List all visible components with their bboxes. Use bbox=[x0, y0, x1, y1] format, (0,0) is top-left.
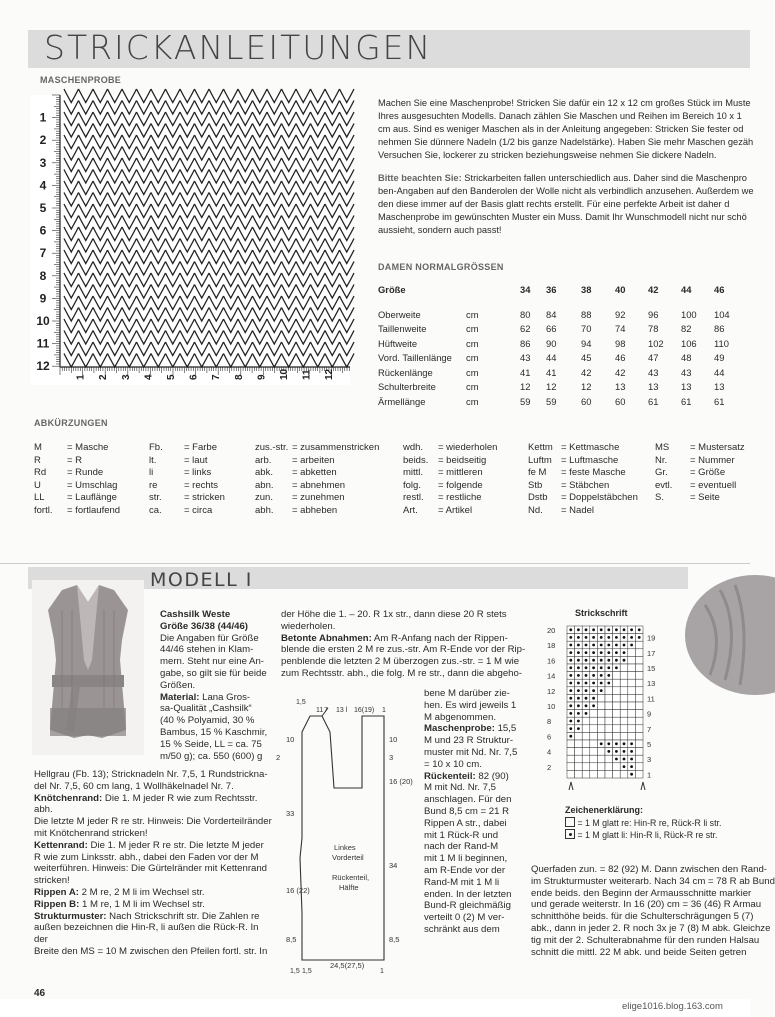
intro-line: nehmen Sie dünnere Nadeln (1/2 bis ganze Nadelstärke). Haben Sie mehr Maschen gezäh bbox=[378, 137, 754, 147]
abbreviations-heading: ABKÜRZUNGEN bbox=[34, 418, 108, 428]
instruction-line: und gerade weiterstr. In 16 (20) cm = 36 (46) R Armau bbox=[531, 899, 762, 911]
schematic-dimension: 11 bbox=[316, 707, 324, 714]
chart-row-number: 1 bbox=[647, 770, 652, 780]
rueckenteil-line: M mit Nd. Nr. 7,5 bbox=[424, 782, 496, 794]
strukturmuster-line: außen bezeichnen die Hin-R, li außen die Rück-R. In der bbox=[34, 922, 259, 946]
instruction-line: der Höhe die 1. – 20. R 1x str., dann diese 20 R stets bbox=[281, 609, 507, 620]
chart-row-number: 18 bbox=[547, 641, 556, 651]
instruction-line: abk., dann in jeder 2. R noch 3x je 7 (8) M abk. Gleichze bbox=[531, 922, 771, 934]
strukturmuster-label: Strukturmuster: bbox=[34, 910, 107, 922]
ruler-left-number: 7 bbox=[39, 246, 47, 261]
ketten-rand-label: Kettenrand: bbox=[34, 839, 88, 851]
ruler-bottom-number: 3 bbox=[120, 374, 132, 380]
chart-row-number: 9 bbox=[647, 709, 652, 719]
betonte-abnahmen-line: blende die ersten 2 M re zus.-str. Am R-Ende vor der Rip- bbox=[281, 644, 526, 656]
model-title: MODELL I bbox=[150, 569, 253, 591]
chart-row-number: 17 bbox=[647, 648, 656, 658]
chart-row-number: 7 bbox=[647, 724, 652, 734]
knoetchen-rand-label: Knötchenrand: bbox=[34, 792, 103, 804]
rueckenteil-line: am R-Ende vor der bbox=[424, 864, 506, 876]
intro-line: aussieht, sondern auch passt! bbox=[378, 225, 502, 235]
chart-row-number: 14 bbox=[547, 671, 556, 681]
model-text-line: mern. Steht nur eine An- bbox=[160, 656, 264, 668]
ruler-left-number: 1 bbox=[39, 110, 47, 125]
chart-row-number: 15 bbox=[647, 664, 656, 673]
ruler-left-number: 11 bbox=[36, 336, 50, 351]
ruler-bottom-number: 11 bbox=[301, 369, 313, 380]
ruler-bottom-number: 5 bbox=[166, 374, 177, 380]
ruler-bottom-number: 1 bbox=[75, 374, 87, 380]
chart-row-number: 13 bbox=[647, 679, 656, 689]
schematic-dimension: 1 bbox=[380, 968, 384, 975]
ruler-bottom-number: 12 bbox=[324, 368, 336, 380]
instruction-line: schnitt die mittl. 22 M abk. und beide Seiten getren bbox=[531, 946, 747, 958]
schematic-dimension: 10 bbox=[286, 735, 295, 744]
ruler-left-number: 4 bbox=[39, 178, 47, 193]
ketten-rand: Kettenrand: Die 1. M jeder R re str. Die letzte M jeder bbox=[34, 839, 264, 851]
chart-row-number: 12 bbox=[547, 686, 556, 696]
schematic-dimension: 2 bbox=[276, 753, 281, 762]
rueckenteil-line: anschlagen. Für den bbox=[424, 794, 512, 806]
intro-line: ben-Angaben auf den Banderolen der Wolle nicht als verbindlich anzusehen. Außerdem we bbox=[378, 186, 754, 196]
rueckenteil: Rückenteil: 82 (90) bbox=[424, 770, 509, 782]
maschenprobe-line: = 10 x 10 cm. bbox=[424, 758, 482, 770]
schematic-label: Linkes bbox=[334, 843, 356, 852]
chart-row-number: 8 bbox=[547, 717, 552, 727]
size-column: 34 bbox=[520, 284, 531, 295]
watermark-url: elige1016.blog.163.com bbox=[622, 1001, 723, 1012]
schematic-label: Vorderteil bbox=[332, 853, 364, 862]
betonte-line: bene M darüber zie- bbox=[424, 688, 510, 699]
schematic-dimension: 7 bbox=[324, 707, 328, 714]
instruction-line: tig mit der 2. Schulterabnahme für den runden Halsau bbox=[531, 934, 760, 946]
sizes-table bbox=[378, 262, 730, 410]
schematic-dimension: 16 (22) bbox=[286, 886, 310, 895]
note-label: Bitte beachten Sie: bbox=[378, 173, 462, 183]
sizes-row: Rückenlänge cm 41 41 42 42 43 43 44 bbox=[378, 366, 725, 378]
chart-row-number: 2 bbox=[547, 762, 552, 772]
schematic-dimension: 13 l bbox=[336, 707, 348, 714]
schematic-dimension: 1,5 bbox=[296, 699, 306, 706]
chart-row-number: 10 bbox=[547, 702, 556, 711]
size-column: 46 bbox=[714, 284, 725, 295]
page-title: STRICKANLEITUNGEN bbox=[44, 28, 433, 67]
instruction-line: schnitthöhe beids. für die Schulterschrägungen 5 (7) bbox=[531, 911, 754, 923]
ruler-bottom-number: 10 bbox=[279, 368, 290, 380]
instructions-col2-top bbox=[281, 609, 526, 680]
rueckenteil-line: Rand-M mit 1 M li bbox=[424, 876, 500, 888]
knoetchen-rand-line: mit Knötchenrand stricken! bbox=[34, 827, 148, 839]
purl-symbol-icon bbox=[565, 829, 575, 839]
ruler-bottom-number: 2 bbox=[98, 374, 110, 380]
strukturmuster-line: Breite den MS = 10 M zwischen den Pfeilen fortl. str. In bbox=[34, 945, 268, 957]
intro-text bbox=[378, 97, 754, 247]
intro-line: den diese immer auf der Basis glatt rechts erstellt. Für eine perfekte Arbeit ist daher d bbox=[378, 199, 730, 209]
rueckenteil-line: enden. In der letzten bbox=[424, 888, 512, 900]
material-line: del Nr. 7,5, 60 cm lang, 1 Wollhäkelnadel Nr. 7. bbox=[34, 780, 234, 792]
material-line: sa-Qualität „Cashsilk“ bbox=[160, 703, 252, 715]
knit-symbol-icon bbox=[565, 817, 575, 827]
intro-paragraph-1 bbox=[378, 97, 754, 162]
material-line: Hellgrau (Fb. 13); Stricknadeln Nr. 7,5, 1 Rundstrickna- bbox=[34, 769, 268, 780]
rueckenteil-line: mit 1 Rück-R und bbox=[424, 829, 499, 841]
ruler-bottom-number: 8 bbox=[233, 374, 245, 380]
intro-line: Machen Sie eine Maschenprobe! Stricken Sie dafür ein 12 x 12 cm großes Stück im Muste bbox=[378, 98, 751, 108]
vest-schematic bbox=[272, 698, 422, 978]
ruler-bottom-number: 6 bbox=[188, 374, 200, 380]
sizes-header-row: Größe 34 36 38 40 42 44 46 bbox=[378, 284, 725, 295]
sizes-row: Taillenweite cm 62 66 70 74 78 82 86 bbox=[378, 323, 725, 334]
schematic-dimension: 8,5 bbox=[286, 935, 297, 944]
ketten-rand-line: R wie zum Linksstr. abh., dabei den Faden vor der M bbox=[34, 851, 259, 863]
ruler-left-number: 5 bbox=[39, 201, 47, 215]
schematic-dimension: 16 (20) bbox=[389, 777, 413, 786]
ruler-left-number: 12 bbox=[36, 359, 50, 374]
schematic-dimension: 1 bbox=[382, 707, 386, 714]
rueckenteil-line: mit 1 M li beginnen, bbox=[424, 853, 508, 865]
betonte-abnahmen-line: zum Rechtsstr. abh., die folg. M re str., dann die abgeho- bbox=[281, 667, 523, 679]
schematic-label: Hälfte bbox=[339, 883, 359, 892]
betonte-abnahmen-label: Betonte Abnahmen: bbox=[281, 632, 372, 644]
model-text-line: 44/46 stehen in Klam- bbox=[160, 644, 254, 656]
rueckenteil-line: Bund 8,5 cm = 21 R bbox=[424, 805, 510, 817]
rueckenteil-line: Rippen A str., dabei bbox=[424, 817, 507, 829]
rueckenteil-line: schränkt aus dem bbox=[424, 923, 500, 935]
ruler-left-number: 6 bbox=[39, 223, 47, 238]
instructions-col1 bbox=[34, 769, 274, 958]
instruction-line: ende beids. den Beginn der Armausschnitte markier bbox=[531, 887, 752, 899]
schematic-dimension: 1,5 bbox=[302, 968, 312, 975]
instructions-col2-narrow bbox=[424, 688, 534, 936]
knitting-swatch bbox=[30, 95, 350, 385]
ruler-bottom-number: 9 bbox=[256, 374, 268, 380]
betonte-abnahmen-line: penblende die letzten 2 M überzogen zus.-str. = 1 M wie bbox=[281, 656, 520, 668]
intro-line: Maschenprobe im gewünschten Muster ein Muss. Damit Ihr Wunschmodell nicht nur schö bbox=[378, 212, 747, 222]
ketten-rand-line: weiterführen. Hinweis: Die Gürtelränder mit Kettenrand bbox=[34, 863, 268, 875]
model-text-line: gabe, so gilt sie für beide bbox=[160, 667, 267, 679]
chart-row-number: 20 bbox=[547, 626, 556, 635]
material-line: (40 % Polyamid, 30 % bbox=[160, 715, 255, 727]
maschenprobe-line: muster mit Nd. Nr. 7,5 bbox=[424, 746, 518, 758]
intro-line: Versuchen Sie, lockerer zu stricken beziehungsweise nehmen Sie dickere Nadeln. bbox=[378, 150, 717, 160]
size-column: 36 bbox=[546, 284, 557, 295]
ruler-left-number: 8 bbox=[39, 268, 47, 283]
instruction-line: wiederholen. bbox=[281, 620, 336, 632]
model-text-line: Die Angaben für Größe bbox=[160, 632, 259, 644]
ketten-rand-line: stricken! bbox=[34, 875, 70, 887]
ruler-left-number: 2 bbox=[39, 133, 47, 148]
legend-title: Zeichenerklärung: bbox=[565, 805, 644, 815]
detail-photo bbox=[680, 575, 750, 705]
rippen-b: Rippen B: 1 M re, 1 M li im Wechsel str. bbox=[34, 898, 205, 910]
sizes-heading: DAMEN NORMALGRÖSSEN bbox=[378, 262, 504, 272]
ruler-bottom-number: 4 bbox=[143, 374, 155, 380]
vest-photo bbox=[32, 580, 144, 755]
ruler-left-number: 10 bbox=[36, 314, 50, 328]
rueckenteil-line: Bund-R gleichmäßig bbox=[424, 900, 511, 912]
schematic-dimension: 16(19) bbox=[354, 707, 375, 714]
intro-paragraph-2: Bitte beachten Sie: Strickarbeiten fallen unterschiedlich aus. Daher sind die Maschenpro ben-Angaben auf den Banderolen der Wolle nicht als verbindlich anzusehen. Außerdem we den diese immer auf der Basis glatt rechts erstellt. Für eine perfekte Arbeit ist daher d Maschenprobe im gewünschten Muster ein Muss. Damit Ihr Wunschmodell nicht nur schö aussieht, sondern auch passt! bbox=[378, 173, 754, 235]
instructions-col3 bbox=[531, 864, 775, 958]
betonte-abnahmen: Betonte Abnahmen: Am R-Anfang nach der Rippen- bbox=[281, 632, 508, 644]
instruction-line: Querfaden zun. = 82 (92) M. Dann zwischen den Rand- bbox=[531, 864, 767, 875]
schematic-dimension: 24,5(27,5) bbox=[330, 961, 365, 970]
model-sizes: Größe 36/38 (44/46) bbox=[160, 620, 248, 632]
sizes-row: Vord. Taillenlänge cm 43 44 45 46 47 48 49 bbox=[378, 352, 725, 363]
size-column: 44 bbox=[681, 284, 692, 295]
sizes-row: Hüftweite cm 86 90 94 98 102 106 110 bbox=[378, 337, 729, 349]
schematic-dimension: 8,5 bbox=[389, 935, 400, 944]
section-divider bbox=[0, 563, 750, 564]
schematic-label: Rückenteil, bbox=[332, 873, 370, 882]
model-text-line: Größen. bbox=[160, 679, 196, 691]
ruler-left-number: 9 bbox=[39, 291, 47, 306]
chart-legend: = 1 M glatt re: Hin-R re, Rück-R li str. = 1 M glatt li: Hin-R li, Rück-R re str. bbox=[565, 817, 721, 841]
knoetchen-rand: Knötchenrand: Die 1. M jeder R wie zum Rechtsstr. abh. bbox=[34, 792, 258, 816]
schematic-dimension: 34 bbox=[389, 861, 398, 870]
betonte-line: M abgenommen. bbox=[424, 711, 496, 723]
material-line: m/50 g); ca. 550 (600) g bbox=[160, 750, 263, 762]
swatch-label: MASCHENPROBE bbox=[40, 75, 122, 85]
chart-row-number: 11 bbox=[647, 694, 655, 704]
rueckenteil-line: verteilt 0 (2) M ver- bbox=[424, 912, 505, 924]
rippen-b-label: Rippen B: bbox=[34, 898, 80, 910]
material-line: Bambus, 15 % Kaschmir, bbox=[160, 726, 268, 738]
schematic-dimension: 10 bbox=[389, 735, 398, 744]
schematic-dimension: 1,5 bbox=[290, 968, 300, 975]
knoetchen-rand-line: Die letzte M jeder R re str. Hinweis: Die Vorderteilränder bbox=[34, 816, 272, 828]
page-number: 46 bbox=[34, 988, 46, 999]
knitting-chart bbox=[545, 620, 675, 788]
material-line: 15 % Seide, LL = ca. 75 bbox=[160, 738, 262, 750]
chart-row-number: 4 bbox=[547, 747, 552, 757]
sizes-row: Schulterbreite cm 12 12 12 13 13 13 13 bbox=[378, 381, 725, 392]
schematic-dimension: 33 bbox=[286, 809, 295, 818]
size-column: 38 bbox=[581, 284, 592, 295]
maschenprobe-line: M und 23 R Struktur- bbox=[424, 735, 514, 747]
schematic-dimension: 3 bbox=[389, 753, 394, 762]
rippen-a: Rippen A: 2 M re, 2 M li im Wechsel str. bbox=[34, 886, 205, 898]
maschenprobe: Maschenprobe: 15,5 bbox=[424, 723, 517, 735]
size-column: 40 bbox=[615, 284, 626, 295]
instruction-line: im Strukturmuster weiterarb. Nach 34 cm = 78 R ab Bund bbox=[531, 875, 775, 887]
model-name: Cashsilk Weste bbox=[160, 609, 231, 620]
rippen-a-label: Rippen A: bbox=[34, 886, 79, 898]
chart-title: Strickschrift bbox=[575, 608, 628, 618]
rueckenteil-label: Rückenteil: bbox=[424, 770, 476, 782]
size-column: 42 bbox=[648, 284, 659, 295]
chart-row-number: 3 bbox=[647, 755, 652, 765]
chart-row-number: 5 bbox=[647, 740, 652, 749]
chart-row-number: 19 bbox=[647, 633, 656, 643]
rueckenteil-line: nach der Rand-M bbox=[424, 841, 499, 853]
ruler-bottom-number: 7 bbox=[211, 374, 223, 380]
betonte-line: hen. Es wird jeweils 1 bbox=[424, 699, 517, 711]
maschenprobe-label: Maschenprobe: bbox=[424, 723, 495, 735]
chart-row-number: 6 bbox=[547, 732, 552, 742]
sizes-row: Ärmellänge cm 59 59 60 60 61 61 61 bbox=[378, 395, 725, 407]
ruler-left-number: 3 bbox=[39, 155, 47, 170]
strukturmuster: Strukturmuster: Nach Strickschrift str. Die Zahlen re bbox=[34, 910, 260, 922]
sizes-row: Oberweite cm 80 84 88 92 96 100 104 bbox=[378, 308, 730, 320]
chart-row-number: 16 bbox=[547, 656, 556, 666]
intro-line: cm aus. Sind es weniger Maschen als in der Anleitung angegeben: Stricken Sie fester od bbox=[378, 124, 744, 134]
intro-line: Ihres ausgesuchten Modells. Danach zählen Sie Maschen und Reihen im Bereich 10 x 1 bbox=[378, 111, 742, 121]
model-intro: Cashsilk Weste Größe 36/38 (44/46) Die Angaben für Größe 44/46 stehen in Klam- mern. Steht nur eine An- gabe, so gilt sie für beide Größen. Material: Lana Gros- sa-Qualität „Cashsilk“ (40 % Polyamid, 30 % Bambus, 15 % Kaschmir, 15 % Seide, LL = ca. 75 m/50 g); ca. 550 (600) g bbox=[160, 609, 270, 762]
